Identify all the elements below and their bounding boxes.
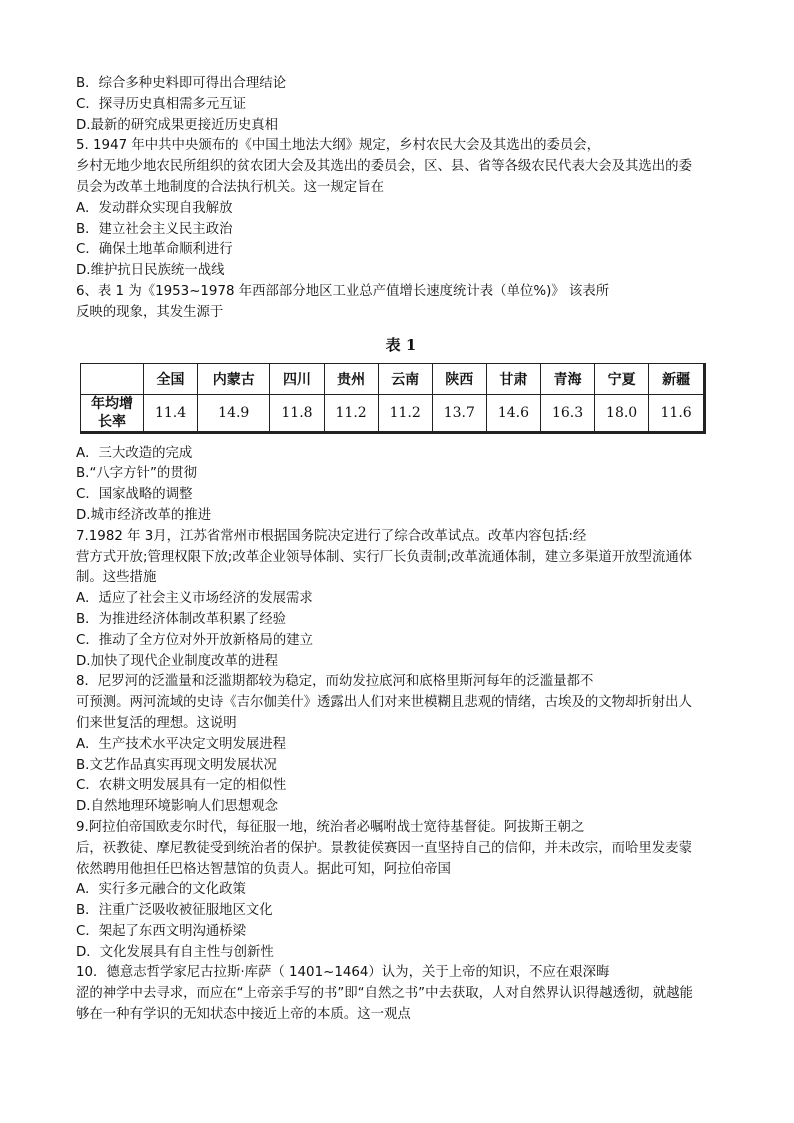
column-header: 四川 xyxy=(270,363,324,394)
q4-option-b: B．综合多种史料即可得出合理结论 xyxy=(76,76,287,91)
q5-option-d: D.维护抗日民族统一战线 xyxy=(76,263,225,279)
q5-stem-line: 员会为改革土地制度的合法执行机关。这一规定旨在 xyxy=(76,179,384,195)
q5-stem-line: 乡村无地少地农民所组织的贫农团大会及其选出的委员会，区、县、省等各级农民代表大会及其选出的委 xyxy=(76,159,692,175)
table-corner-cell xyxy=(81,363,144,394)
table-cell: 13.7 xyxy=(432,394,486,432)
q4-option-c: C．探寻历史真相需多元互证 xyxy=(76,96,247,112)
table-title: 表 1 xyxy=(385,335,417,354)
q9-option-b: B．注重广泛吸收被征服地区文化 xyxy=(76,903,273,919)
table-cell: 14.6 xyxy=(486,394,540,432)
q9-option-d: D．文化发展具有自主性与创新性 xyxy=(76,944,274,960)
row-header-line: 年均增 xyxy=(91,395,133,412)
q8-option-a: A．生产技术水平决定文明发展进程 xyxy=(76,736,287,752)
table-cell: 18.0 xyxy=(595,394,649,432)
column-header: 贵州 xyxy=(324,363,378,394)
table-cell: 16.3 xyxy=(540,394,594,432)
column-header: 全国 xyxy=(144,363,198,394)
q9-stem-line: 后，祆教徒、摩尼教徒受到统治者的保护。景教徒侯赛因一直坚持自己的信仰，并未改宗，而哈里发麦蒙 xyxy=(76,840,692,856)
q5-option-c: C．确保土地革命顺利进行 xyxy=(76,242,233,258)
exam-page xyxy=(76,74,726,1026)
q6-option-d: D.城市经济改革的推进 xyxy=(76,507,212,523)
q6-stem-line: 反映的现象，其发生源于 xyxy=(76,304,224,320)
q8-stem-line: 8．尼罗河的泛滥量和泛滥期都较为稳定，而幼发拉底河和底格里斯河每年的泛滥量都不 xyxy=(76,674,594,690)
column-header: 内蒙古 xyxy=(198,363,270,394)
row-header xyxy=(81,394,144,432)
column-header: 陕西 xyxy=(432,363,486,394)
q8-stem-line: 们来世复活的理想。这说明 xyxy=(76,715,237,731)
growth-rate-table xyxy=(80,363,706,434)
q10-stem-line: 10．德意志哲学家尼古拉斯·库萨（ 1401~1464）认为，关于上帝的知识，不应在艰深晦 xyxy=(76,965,610,981)
q9-stem-line: 依然聘用他担任巴格达智慧馆的负责人。据此可知，阿拉伯帝国 xyxy=(76,861,451,877)
table-cell: 11.6 xyxy=(649,394,705,432)
q10-stem-line: 够在一种有学识的无知状态中接近上帝的本质。这一观点 xyxy=(76,1007,411,1023)
q4-option-d: D.最新的研究成果更接近历史真相 xyxy=(76,117,279,133)
table-header-row xyxy=(81,363,705,394)
table-cell: 11.2 xyxy=(324,394,378,432)
column-header: 云南 xyxy=(378,363,432,394)
q8-option-d: D.自然地理环境影响人们思想观念 xyxy=(76,799,279,815)
q9-option-a: A．实行多元融合的文化政策 xyxy=(76,882,246,898)
q6-option-b: B.“八字方针”的贯彻 xyxy=(76,466,198,482)
q10-stem-line: 涩的神学中去寻求，而应在“上帝亲手写的书”即“自然之书”中去获取，人对自然界认识得越透彻，就越能 xyxy=(76,986,693,1002)
table-cell: 14.9 xyxy=(198,394,270,432)
q7-stem-line: 营方式开放;管理权限下放;改革企业领导体制、实行厂长负责制;改革流通体制，建立多渠道开放型流通体 xyxy=(76,549,693,565)
q7-option-a: A．适应了社会主义市场经济的发展需求 xyxy=(76,591,313,607)
column-header: 甘肃 xyxy=(486,363,540,394)
q7-option-d: D.加快了现代企业制度改革的进程 xyxy=(76,653,279,669)
q9-option-c: C．架起了东西文明沟通桥梁 xyxy=(76,923,247,939)
table-row xyxy=(81,394,705,432)
column-header: 新疆 xyxy=(649,363,705,394)
q8-option-c: C．农耕文明发展具有一定的相似性 xyxy=(76,778,287,794)
q7-option-b: B．为推进经济体制改革积累了经验 xyxy=(76,611,287,627)
q8-stem-line: 可预测。两河流域的史诗《吉尔伽美什》透露出人们对来世模糊且悲观的情绪，古埃及的文物却折射出人 xyxy=(76,695,692,711)
q6-options xyxy=(76,444,726,527)
q5-option-b: B．建立社会主义民主政治 xyxy=(76,221,233,237)
q7-stem-line: 7.1982 年 3月，江苏省常州市根据国务院决定进行了综合改革试点。改革内容包括:经 xyxy=(76,528,587,544)
q7-option-c: C．推动了全方位对外开放新格局的建立 xyxy=(76,632,313,648)
q6-option-c: C．国家战略的调整 xyxy=(76,487,193,503)
q9-stem-line: 9.阿拉伯帝国欧麦尔时代，每征服一地，统治者必嘱咐战士宽待基督徒。阿拔斯王朝之 xyxy=(76,819,585,835)
q6-option-a: A．三大改造的完成 xyxy=(76,445,193,461)
column-header: 青海 xyxy=(540,363,594,394)
table-cell: 11.2 xyxy=(378,394,432,432)
table-cell: 11.8 xyxy=(270,394,324,432)
table-cell: 11.4 xyxy=(144,394,198,432)
q5-option-a: A．发动群众实现自我解放 xyxy=(76,200,233,216)
column-header: 宁夏 xyxy=(595,363,649,394)
row-header-line: 长率 xyxy=(98,413,126,430)
q7-stem-line: 制。这些措施 xyxy=(76,570,157,586)
q5-stem-line: 5. 1947 年中共中央颁布的《中国土地法大纲》规定，乡村农民大会及其选出的委员会， xyxy=(76,138,601,154)
q8-option-b: B.文艺作品真实再现文明发展状况 xyxy=(76,757,277,773)
q6-stem-line: 6、表 1 为《1953~1978 年西部部分地区工业总产值增长速度统计表（单位%)》 该表所 xyxy=(76,283,610,299)
